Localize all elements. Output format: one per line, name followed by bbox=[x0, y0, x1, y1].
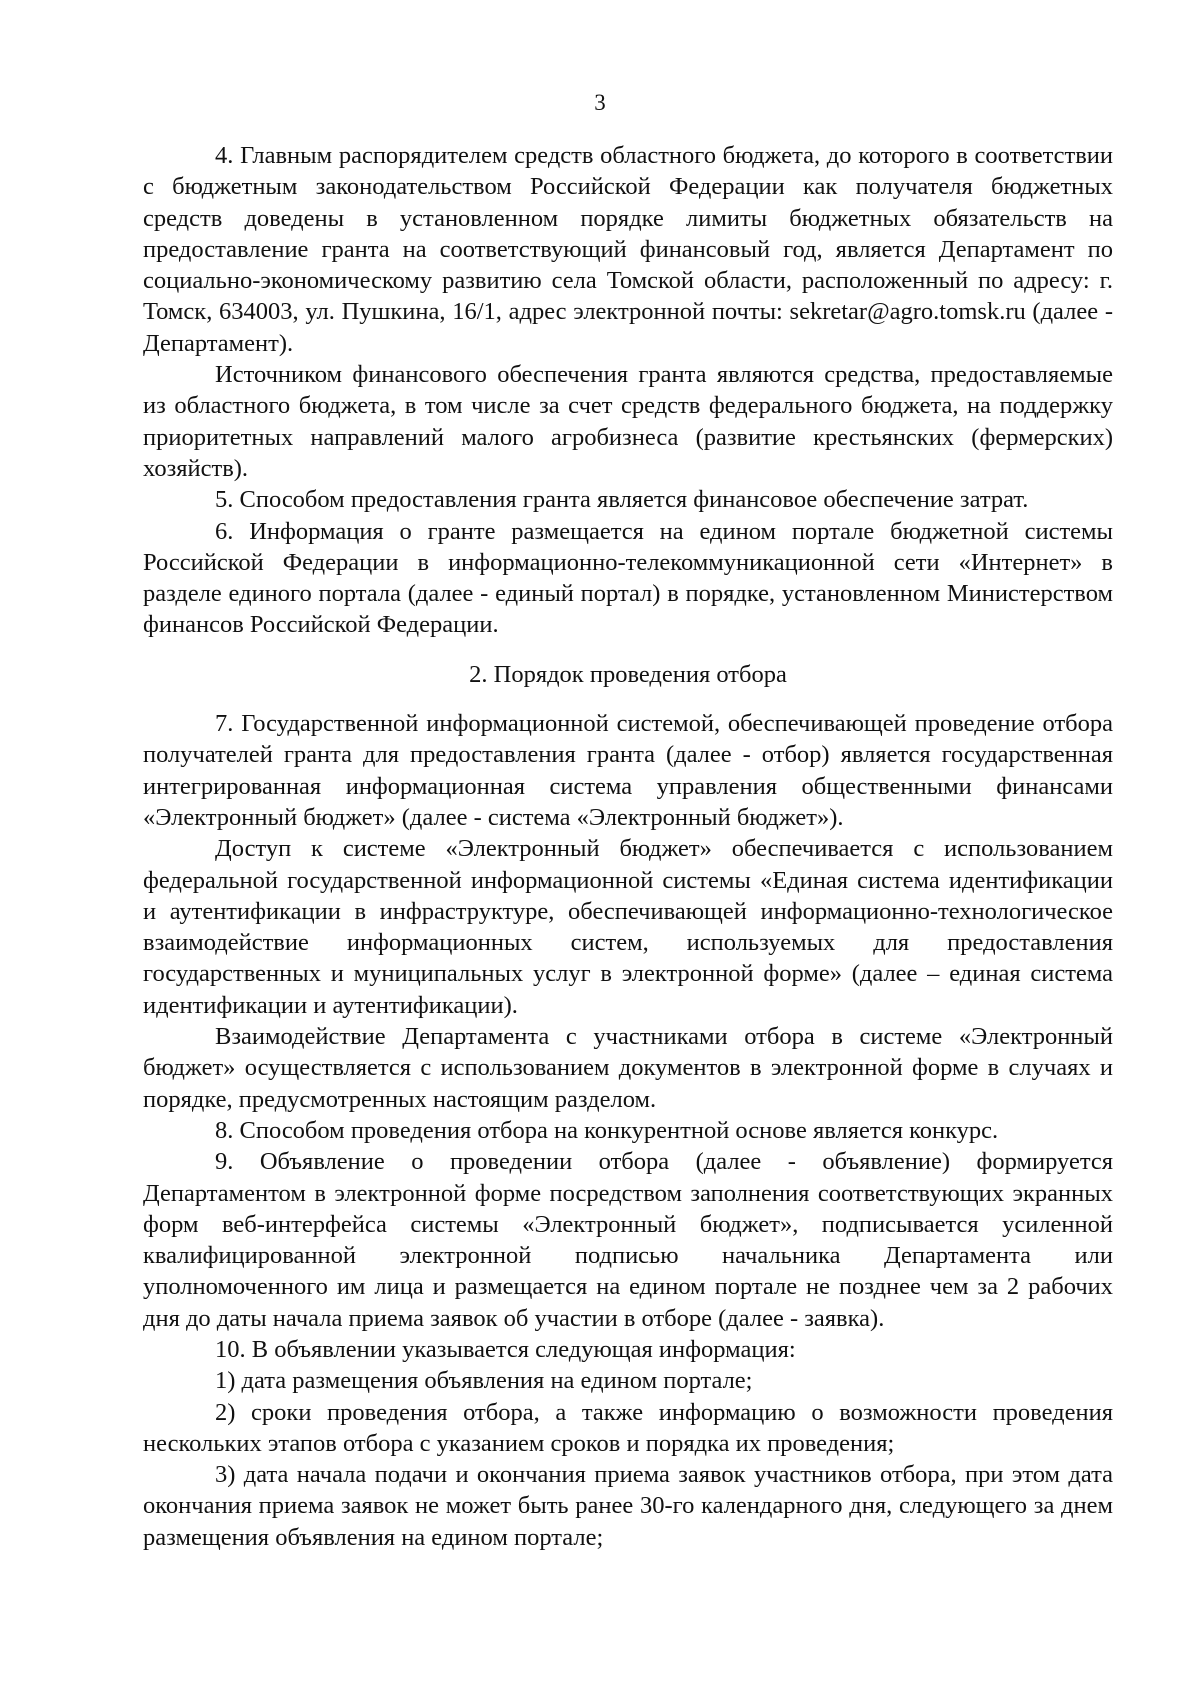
paragraph-4: 4. Главным распорядителем средств областного бюджета, до которого в соответствии с бюджетным законодательством Российской Федерации как получателя бюджетных средств доведены в установленном порядке лимиты бюджетных обязательств на предоставление гранта на соответствующий финансовый год, является Департамент по социально-экономическому развитию села Томской области, расположенный по адресу: г. Томск, 634003, ул. Пушкина, 16/1, адрес электронной почты: sekretar@agro.tomsk.ru (далее - Департамент). bbox=[143, 142, 1113, 357]
list-item-2: 2) сроки проведения отбора, а также информацию о возможности проведения нескольких этапов отбора с указанием сроков и порядка их проведения; bbox=[143, 1398, 1113, 1457]
paragraph-5: 5. Способом предоставления гранта является финансовое обеспечение затрат. bbox=[215, 486, 1029, 514]
document-body bbox=[143, 140, 1113, 1553]
paragraph-10: 10. В объявлении указывается следующая информация: bbox=[215, 1335, 796, 1363]
paragraph-funding-source: Источником финансового обеспечения гранта являются средства, предоставляемые из областного бюджета, в том числе за счет средств федерального бюджета, на поддержку приоритетных направлений малого агробизнеса (развитие крестьянских (фермерских) хозяйств). bbox=[143, 361, 1113, 482]
paragraph-access: Доступ к системе «Электронный бюджет» обеспечивается с использованием федеральной государственной информационной системы «Единая система идентификации и аутентификации в инфраструктуре, обеспечивающей информационно-технологическое взаимодействие информационных систем, используемых для предоставления государственных и муниципальных услуг в электронной форме» (далее – единая система идентификации и аутентификации). bbox=[143, 835, 1113, 1019]
paragraph-7: 7. Государственной информационной системой, обеспечивающей проведение отбора получателей гранта для предоставления гранта (далее - отбор) является государственная интегрированная информационная система управления общественными финансами «Электронный бюджет» (далее - система «Электронный бюджет»). bbox=[143, 710, 1113, 831]
list-item-3: 3) дата начала подачи и окончания приема заявок участников отбора, при этом дата окончания приема заявок не может быть ранее 30-го календарного дня, следующего за днем размещения объявления на едином портале; bbox=[143, 1461, 1113, 1551]
paragraph-6: 6. Информация о гранте размещается на едином портале бюджетной системы Российской Федерации в информационно-телекоммуникационной сети «Интернет» в разделе единого портала (далее - единый портал) в порядке, установленном Министерством финансов Российской Федерации. bbox=[143, 517, 1113, 639]
list-item-1: 1) дата размещения объявления на едином портале; bbox=[215, 1367, 753, 1395]
paragraph-8: 8. Способом проведения отбора на конкурентной основе является конкурс. bbox=[215, 1116, 999, 1144]
section-heading: 2. Порядок проведения отбора bbox=[469, 660, 787, 688]
page-number: 3 bbox=[594, 90, 606, 115]
paragraph-9: 9. Объявление о проведении отбора (далее - объявление) формируется Департаментом в электронной форме посредством заполнения соответствующих экранных форм веб-интерфейса системы «Электронный бюджет», подписывается усиленной квалифицированной электронной подписью начальника Департамента или уполномоченного им лица и размещается на едином портале не позднее чем за 2 рабочих дня до даты начала приема заявок об участии в отборе (далее - заявка). bbox=[143, 1148, 1113, 1332]
paragraph-interaction: Взаимодействие Департамента с участниками отбора в системе «Электронный бюджет» осуществляется с использованием документов в электронной форме в случаях и порядке, предусмотренных настоящим разделом. bbox=[143, 1023, 1113, 1113]
